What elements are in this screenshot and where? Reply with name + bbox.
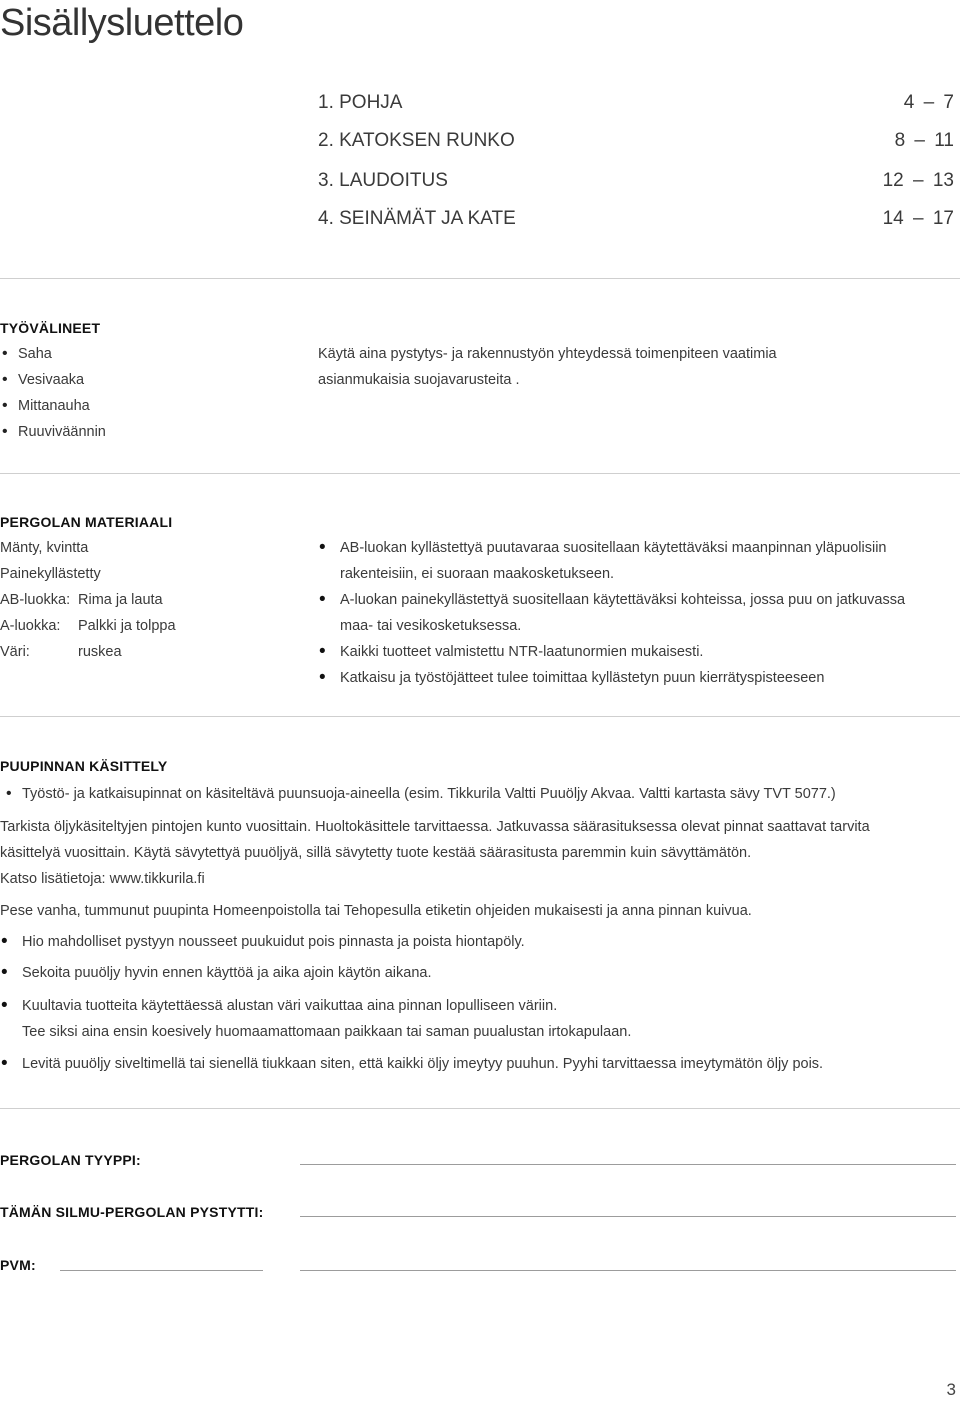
safety-note-line: Käytä aina pystytys- ja rakennustyön yhteydessä toimenpiteen vaatimia xyxy=(318,346,777,362)
section-divider xyxy=(0,1108,960,1109)
material-line: Painekyllästetty xyxy=(0,566,101,582)
material-bullet: • AB-luokan kyllästettyä puutavaraa suositellaan käytettäväksi maanpinnan yläpuolisiin xyxy=(340,539,886,557)
toc-entry xyxy=(318,169,954,193)
toc-pages: 8 – 11 xyxy=(894,130,954,151)
toc-label: 4. SEINÄMÄT JA KATE xyxy=(318,208,516,229)
treatment-text: Pese vanha, tummunut puupinta Homeenpoistolla tai Tehopesulla etiketin ohjeiden mukaisesti ja anna pinnan kuivua. xyxy=(0,903,752,919)
material-bullet-cont: maa- tai vesikosketuksessa. xyxy=(340,618,522,634)
treatment-step: • Levitä puuöljy siveltimellä tai sienellä tiukkaan siten, että kaikki öljy imeytyy puuhun. Pyyhi tarvittaessa imeytymätön öljy pois. xyxy=(22,1055,823,1073)
toc-label: 2. KATOKSEN RUNKO xyxy=(318,130,515,151)
material-row-label: A-luokka: xyxy=(0,618,61,634)
material-row-label: AB-luokka: xyxy=(0,592,71,608)
tools-heading: TYÖVÄLINEET xyxy=(0,320,101,336)
tool-item: • Ruuviväännin xyxy=(18,423,106,441)
toc-entry xyxy=(318,91,954,115)
pergola-type-label: PERGOLAN TYYPPI: xyxy=(0,1152,141,1168)
material-row-value: Rima ja lauta xyxy=(78,592,163,608)
toc-label: 3. LAUDOITUS xyxy=(318,170,448,191)
treatment-bullet: • Työstö- ja katkaisupinnat on käsiteltävä puunsuoja-aineella (esim. Tikkurila Valtti Puuöljy Akvaa. Valtti kartasta sävy TVT 5077.) xyxy=(22,785,836,803)
pergola-type-field[interactable] xyxy=(300,1164,956,1165)
material-line: Mänty, kvintta xyxy=(0,540,89,556)
treatment-text: Katso lisätietoja: www.tikkurila.fi xyxy=(0,871,205,887)
signature-field[interactable] xyxy=(300,1270,956,1271)
material-bullet: • A-luokan painekyllästettyä suositellaan käytettäväksi kohteissa, jossa puu on jatkuvassa xyxy=(340,591,905,609)
tool-item: • Vesivaaka xyxy=(18,371,84,389)
tool-item: • Saha xyxy=(18,345,52,363)
page-number: 3 xyxy=(946,1380,956,1399)
material-bullet: • Kaikki tuotteet valmistettu NTR-laatunormien mukaisesti. xyxy=(340,643,703,661)
toc-label: 1. POHJA xyxy=(318,92,403,113)
builder-label: TÄMÄN SILMU-PERGOLAN PYSTYTTI: xyxy=(0,1204,264,1220)
material-bullet-cont: rakenteisiin, ei suoraan maakosketukseen. xyxy=(340,566,615,582)
section-divider xyxy=(0,278,960,279)
toc-pages: 14 – 17 xyxy=(882,208,954,229)
material-row-label: Väri: xyxy=(0,644,30,660)
material-row-value: ruskea xyxy=(78,644,122,660)
toc-pages: 12 – 13 xyxy=(882,170,954,191)
tool-item: • Mittanauha xyxy=(18,397,90,415)
treatment-step: • Kuultavia tuotteita käytettäessä alustan väri vaikuttaa aina pinnan lopulliseen väriin. xyxy=(22,997,557,1015)
material-bullet: • Katkaisu ja työstöjätteet tulee toimittaa kyllästetyn puun kierrätyspisteeseen xyxy=(340,669,824,687)
material-heading: PERGOLAN MATERIAALI xyxy=(0,514,173,530)
date-label: PVM: xyxy=(0,1257,36,1273)
treatment-text: käsittelyä vuosittain. Käytä sävytettyä puuöljyä, sillä sävytetty tuote kestää säärasitusta paremmin kuin sävyttämätön. xyxy=(0,845,752,861)
treatment-heading: PUUPINNAN KÄSITTELY xyxy=(0,758,168,774)
safety-note-line: asianmukaisia suojavarusteita . xyxy=(318,372,520,388)
material-row xyxy=(0,617,176,635)
page-title: Sisällysluettelo xyxy=(0,2,244,44)
treatment-step-cont: Tee siksi aina ensin koesively huomaamattomaan paikkaan tai saman puualustan irtokapulaan. xyxy=(22,1024,632,1040)
toc-entry xyxy=(318,129,954,153)
treatment-step: • Hio mahdolliset pystyyn nousseet puukuidut pois pinnasta ja poista hiontapöly. xyxy=(22,933,525,951)
material-row-value: Palkki ja tolppa xyxy=(78,618,176,634)
section-divider xyxy=(0,473,960,474)
builder-field[interactable] xyxy=(300,1216,956,1217)
material-row xyxy=(0,591,163,609)
section-divider xyxy=(0,716,960,717)
toc-pages: 4 – 7 xyxy=(903,92,954,113)
treatment-step: • Sekoita puuöljy hyvin ennen käyttöä ja aika ajoin käytön aikana. xyxy=(22,964,432,982)
treatment-text: Tarkista öljykäsiteltyjen pintojen kunto vuosittain. Huoltokäsittele tarvittaessa. Jatkuvassa säärasituksessa olevat pinnat saattavat tarvita xyxy=(0,819,870,835)
material-row xyxy=(0,643,122,661)
date-field[interactable] xyxy=(60,1270,263,1271)
toc-entry xyxy=(318,207,954,231)
